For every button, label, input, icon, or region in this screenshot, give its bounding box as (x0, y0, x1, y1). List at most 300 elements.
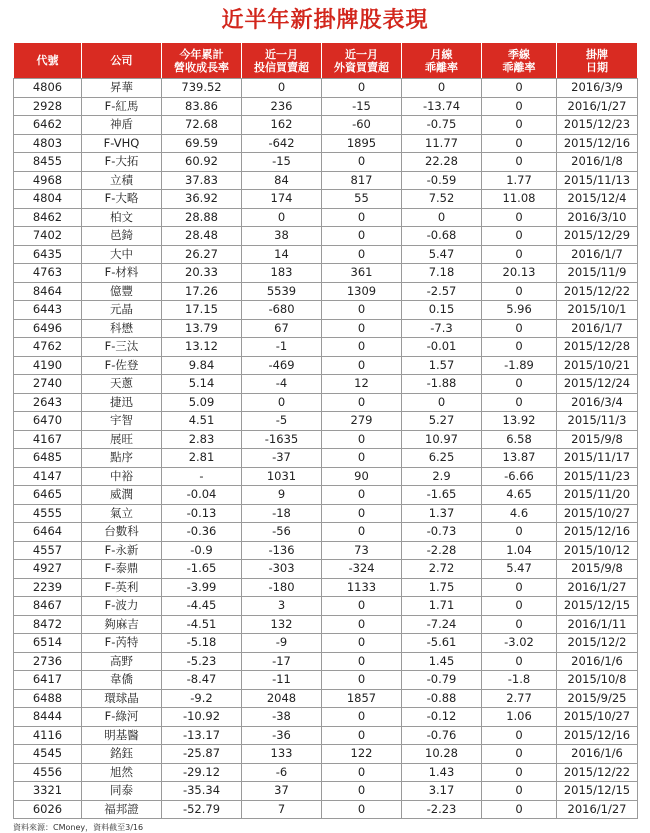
cell-listing-date: 2015/12/22 (557, 282, 638, 301)
cell-quarterly-bias: -3.02 (482, 634, 557, 653)
cell-revenue-growth: -5.23 (162, 652, 242, 671)
cell-code: 4806 (14, 79, 82, 98)
cell-company: 大中 (82, 245, 162, 264)
cell-monthly-bias: -0.12 (402, 708, 482, 727)
cell-company: 昇華 (82, 79, 162, 98)
cell-foreign-net: 0 (322, 301, 402, 320)
table-row (14, 763, 638, 782)
cell-foreign-net: 0 (322, 449, 402, 468)
cell-trust-net: 162 (242, 116, 322, 135)
cell-revenue-growth: 28.48 (162, 227, 242, 246)
cell-trust-net: -6 (242, 763, 322, 782)
cell-quarterly-bias: -1.89 (482, 356, 557, 375)
table-row (14, 97, 638, 116)
cell-company: 元晶 (82, 301, 162, 320)
cell-company: F-三汰 (82, 338, 162, 357)
cell-foreign-net: 0 (322, 708, 402, 727)
cell-quarterly-bias: 4.6 (482, 504, 557, 523)
cell-monthly-bias: 1.45 (402, 652, 482, 671)
cell-company: F-大略 (82, 190, 162, 209)
cell-code: 8472 (14, 615, 82, 634)
cell-monthly-bias: 10.97 (402, 430, 482, 449)
cell-company: 神盾 (82, 116, 162, 135)
cell-code: 6464 (14, 523, 82, 542)
cell-quarterly-bias: 0 (482, 375, 557, 394)
table-row (14, 560, 638, 579)
cell-monthly-bias: 5.47 (402, 245, 482, 264)
cell-revenue-growth: 60.92 (162, 153, 242, 172)
cell-trust-net: 5539 (242, 282, 322, 301)
table-row (14, 375, 638, 394)
cell-code: 7402 (14, 227, 82, 246)
cell-trust-net: 0 (242, 393, 322, 412)
cell-company: 點序 (82, 449, 162, 468)
cell-code: 3321 (14, 782, 82, 801)
cell-code: 4555 (14, 504, 82, 523)
cell-code: 4557 (14, 541, 82, 560)
cell-revenue-growth: 26.27 (162, 245, 242, 264)
cell-monthly-bias: -2.23 (402, 800, 482, 819)
table-row (14, 745, 638, 764)
cell-listing-date: 2016/1/11 (557, 615, 638, 634)
cell-code: 4167 (14, 430, 82, 449)
cell-foreign-net: 0 (322, 523, 402, 542)
cell-revenue-growth: 2.81 (162, 449, 242, 468)
table-row (14, 430, 638, 449)
cell-company: 億豐 (82, 282, 162, 301)
cell-quarterly-bias: 0 (482, 615, 557, 634)
cell-company: 宇智 (82, 412, 162, 431)
cell-listing-date: 2015/12/16 (557, 726, 638, 745)
cell-listing-date: 2015/10/27 (557, 504, 638, 523)
cell-quarterly-bias: 0 (482, 116, 557, 135)
cell-revenue-growth: -0.9 (162, 541, 242, 560)
cell-company: 夠麻吉 (82, 615, 162, 634)
cell-revenue-growth: -13.17 (162, 726, 242, 745)
header-company: 公司 (82, 43, 162, 79)
cell-revenue-growth: 4.51 (162, 412, 242, 431)
table-row (14, 671, 638, 690)
cell-company: F-芮特 (82, 634, 162, 653)
header-foreign: 近一月 外資買賣超 (322, 43, 402, 79)
cell-listing-date: 2015/10/1 (557, 301, 638, 320)
cell-code: 6496 (14, 319, 82, 338)
cell-quarterly-bias: 0 (482, 134, 557, 153)
cell-quarterly-bias: 6.58 (482, 430, 557, 449)
cell-company: 同泰 (82, 782, 162, 801)
cell-quarterly-bias: 0 (482, 153, 557, 172)
cell-code: 4116 (14, 726, 82, 745)
cell-revenue-growth: -1.65 (162, 560, 242, 579)
cell-listing-date: 2015/12/28 (557, 338, 638, 357)
cell-quarterly-bias: 0 (482, 745, 557, 764)
cell-listing-date: 2015/12/15 (557, 597, 638, 616)
cell-foreign-net: -15 (322, 97, 402, 116)
cell-company: F-永新 (82, 541, 162, 560)
cell-trust-net: -36 (242, 726, 322, 745)
cell-monthly-bias: -7.3 (402, 319, 482, 338)
table-row (14, 449, 638, 468)
cell-monthly-bias: -1.65 (402, 486, 482, 505)
cell-monthly-bias: 1.43 (402, 763, 482, 782)
cell-code: 6026 (14, 800, 82, 819)
cell-foreign-net: 0 (322, 763, 402, 782)
cell-trust-net: 133 (242, 745, 322, 764)
cell-quarterly-bias: 0 (482, 208, 557, 227)
cell-quarterly-bias: 1.77 (482, 171, 557, 190)
cell-company: F-波力 (82, 597, 162, 616)
cell-code: 6470 (14, 412, 82, 431)
cell-revenue-growth: -0.36 (162, 523, 242, 542)
cell-foreign-net: 122 (322, 745, 402, 764)
cell-trust-net: -5 (242, 412, 322, 431)
cell-quarterly-bias: 0 (482, 319, 557, 338)
cell-monthly-bias: 0 (402, 393, 482, 412)
cell-foreign-net: 0 (322, 245, 402, 264)
cell-trust-net: -15 (242, 153, 322, 172)
cell-foreign-net: 0 (322, 393, 402, 412)
cell-trust-net: -303 (242, 560, 322, 579)
cell-foreign-net: 0 (322, 597, 402, 616)
cell-quarterly-bias: -6.66 (482, 467, 557, 486)
cell-listing-date: 2015/12/23 (557, 116, 638, 135)
cell-listing-date: 2015/9/8 (557, 560, 638, 579)
table-row (14, 282, 638, 301)
cell-code: 2928 (14, 97, 82, 116)
cell-code: 6465 (14, 486, 82, 505)
table-row (14, 190, 638, 209)
cell-foreign-net: 73 (322, 541, 402, 560)
cell-revenue-growth: 2.83 (162, 430, 242, 449)
cell-monthly-bias: 3.17 (402, 782, 482, 801)
cell-foreign-net: 0 (322, 726, 402, 745)
cell-code: 4763 (14, 264, 82, 283)
cell-quarterly-bias: 0 (482, 393, 557, 412)
cell-listing-date: 2015/11/23 (557, 467, 638, 486)
cell-quarterly-bias: 0 (482, 597, 557, 616)
cell-foreign-net: 0 (322, 652, 402, 671)
cell-monthly-bias: -0.88 (402, 689, 482, 708)
cell-code: 6485 (14, 449, 82, 468)
cell-code: 4147 (14, 467, 82, 486)
cell-monthly-bias: 1.71 (402, 597, 482, 616)
cell-foreign-net: 279 (322, 412, 402, 431)
cell-company: F-泰鼎 (82, 560, 162, 579)
cell-code: 6514 (14, 634, 82, 653)
cell-revenue-growth: 72.68 (162, 116, 242, 135)
cell-code: 4804 (14, 190, 82, 209)
cell-trust-net: 38 (242, 227, 322, 246)
cell-listing-date: 2015/9/25 (557, 689, 638, 708)
cell-revenue-growth: 37.83 (162, 171, 242, 190)
cell-trust-net: -469 (242, 356, 322, 375)
cell-trust-net: 132 (242, 615, 322, 634)
cell-trust-net: 37 (242, 782, 322, 801)
cell-revenue-growth: -25.87 (162, 745, 242, 764)
cell-listing-date: 2015/12/24 (557, 375, 638, 394)
cell-code: 6488 (14, 689, 82, 708)
cell-revenue-growth: 13.12 (162, 338, 242, 357)
cell-foreign-net: 0 (322, 486, 402, 505)
cell-code: 2643 (14, 393, 82, 412)
table-row (14, 116, 638, 135)
cell-foreign-net: 0 (322, 356, 402, 375)
header-growth: 今年累計 營收成長率 (162, 43, 242, 79)
cell-company: 明基醫 (82, 726, 162, 745)
cell-revenue-growth: 5.14 (162, 375, 242, 394)
cell-code: 8444 (14, 708, 82, 727)
cell-company: 福邦證 (82, 800, 162, 819)
cell-trust-net: -18 (242, 504, 322, 523)
table-row (14, 800, 638, 819)
cell-listing-date: 2016/3/4 (557, 393, 638, 412)
cell-company: F-VHQ (82, 134, 162, 153)
cell-revenue-growth: - (162, 467, 242, 486)
cell-listing-date: 2015/11/20 (557, 486, 638, 505)
cell-code: 6417 (14, 671, 82, 690)
cell-trust-net: -642 (242, 134, 322, 153)
cell-code: 4545 (14, 745, 82, 764)
table-row (14, 615, 638, 634)
table-row (14, 486, 638, 505)
table-row (14, 689, 638, 708)
cell-company: F-佐登 (82, 356, 162, 375)
cell-company: 展旺 (82, 430, 162, 449)
cell-listing-date: 2016/1/27 (557, 97, 638, 116)
cell-trust-net: -180 (242, 578, 322, 597)
cell-trust-net: -56 (242, 523, 322, 542)
cell-quarterly-bias: 0 (482, 782, 557, 801)
cell-company: 天蔥 (82, 375, 162, 394)
cell-listing-date: 2015/12/2 (557, 634, 638, 653)
cell-monthly-bias: 0.15 (402, 301, 482, 320)
cell-code: 8467 (14, 597, 82, 616)
cell-monthly-bias: -0.75 (402, 116, 482, 135)
cell-code: 8462 (14, 208, 82, 227)
cell-trust-net: 84 (242, 171, 322, 190)
cell-listing-date: 2016/1/27 (557, 800, 638, 819)
cell-revenue-growth: 17.26 (162, 282, 242, 301)
cell-foreign-net: 0 (322, 615, 402, 634)
cell-monthly-bias: -13.74 (402, 97, 482, 116)
cell-monthly-bias: 10.28 (402, 745, 482, 764)
cell-foreign-net: 1895 (322, 134, 402, 153)
cell-trust-net: -38 (242, 708, 322, 727)
cell-trust-net: 7 (242, 800, 322, 819)
cell-foreign-net: 1309 (322, 282, 402, 301)
cell-monthly-bias: 2.9 (402, 467, 482, 486)
cell-code: 6435 (14, 245, 82, 264)
cell-revenue-growth: -52.79 (162, 800, 242, 819)
cell-quarterly-bias: 1.06 (482, 708, 557, 727)
cell-foreign-net: 0 (322, 671, 402, 690)
cell-company: 氣立 (82, 504, 162, 523)
table-row (14, 319, 638, 338)
header-trust: 近一月 投信買賣超 (242, 43, 322, 79)
cell-quarterly-bias: -1.8 (482, 671, 557, 690)
cell-code: 4927 (14, 560, 82, 579)
cell-trust-net: 2048 (242, 689, 322, 708)
cell-code: 4556 (14, 763, 82, 782)
cell-monthly-bias: -7.24 (402, 615, 482, 634)
cell-trust-net: 67 (242, 319, 322, 338)
header-code: 代號 (14, 43, 82, 79)
cell-foreign-net: 90 (322, 467, 402, 486)
cell-quarterly-bias: 0 (482, 282, 557, 301)
cell-monthly-bias: 1.57 (402, 356, 482, 375)
cell-revenue-growth: 739.52 (162, 79, 242, 98)
cell-monthly-bias: -2.57 (402, 282, 482, 301)
cell-quarterly-bias: 0 (482, 523, 557, 542)
cell-foreign-net: 1133 (322, 578, 402, 597)
cell-revenue-growth: 5.09 (162, 393, 242, 412)
cell-quarterly-bias: 5.96 (482, 301, 557, 320)
cell-quarterly-bias: 0 (482, 763, 557, 782)
cell-company: 威潤 (82, 486, 162, 505)
cell-monthly-bias: 2.72 (402, 560, 482, 579)
table-row (14, 171, 638, 190)
table-row (14, 79, 638, 98)
cell-company: 邑錡 (82, 227, 162, 246)
table-row (14, 356, 638, 375)
cell-listing-date: 2015/12/4 (557, 190, 638, 209)
cell-revenue-growth: 9.84 (162, 356, 242, 375)
cell-foreign-net: 0 (322, 319, 402, 338)
cell-quarterly-bias: 13.87 (482, 449, 557, 468)
cell-revenue-growth: -4.51 (162, 615, 242, 634)
cell-monthly-bias: -1.88 (402, 375, 482, 394)
cell-foreign-net: 0 (322, 153, 402, 172)
cell-company: F-材料 (82, 264, 162, 283)
header-listing-date: 掛牌 日期 (557, 43, 638, 79)
cell-code: 4762 (14, 338, 82, 357)
table-row (14, 227, 638, 246)
table-row (14, 652, 638, 671)
cell-quarterly-bias: 0 (482, 578, 557, 597)
cell-monthly-bias: -0.73 (402, 523, 482, 542)
cell-trust-net: -1635 (242, 430, 322, 449)
cell-listing-date: 2015/11/13 (557, 171, 638, 190)
cell-listing-date: 2016/3/10 (557, 208, 638, 227)
page-title: 近半年新掛牌股表現 (221, 8, 429, 33)
cell-listing-date: 2016/1/7 (557, 245, 638, 264)
cell-quarterly-bias: 0 (482, 726, 557, 745)
cell-revenue-growth: -0.13 (162, 504, 242, 523)
cell-quarterly-bias: 1.04 (482, 541, 557, 560)
cell-foreign-net: -324 (322, 560, 402, 579)
cell-trust-net: 9 (242, 486, 322, 505)
cell-trust-net: 14 (242, 245, 322, 264)
cell-monthly-bias: 5.27 (402, 412, 482, 431)
cell-quarterly-bias: 0 (482, 800, 557, 819)
cell-quarterly-bias: 13.92 (482, 412, 557, 431)
cell-company: 高野 (82, 652, 162, 671)
cell-listing-date: 2015/12/16 (557, 523, 638, 542)
cell-quarterly-bias: 0 (482, 652, 557, 671)
cell-revenue-growth: 36.92 (162, 190, 242, 209)
cell-monthly-bias: 0 (402, 79, 482, 98)
cell-code: 4190 (14, 356, 82, 375)
cell-revenue-growth: -9.2 (162, 689, 242, 708)
cell-revenue-growth: -0.04 (162, 486, 242, 505)
cell-revenue-growth: -8.47 (162, 671, 242, 690)
table-row (14, 726, 638, 745)
cell-monthly-bias: 11.77 (402, 134, 482, 153)
cell-listing-date: 2015/11/3 (557, 412, 638, 431)
cell-monthly-bias: -0.59 (402, 171, 482, 190)
cell-code: 8455 (14, 153, 82, 172)
cell-monthly-bias: 22.28 (402, 153, 482, 172)
cell-code: 2239 (14, 578, 82, 597)
cell-quarterly-bias: 0 (482, 338, 557, 357)
cell-listing-date: 2015/12/22 (557, 763, 638, 782)
cell-revenue-growth: -35.34 (162, 782, 242, 801)
cell-foreign-net: 1857 (322, 689, 402, 708)
cell-foreign-net: 0 (322, 79, 402, 98)
cell-trust-net: -17 (242, 652, 322, 671)
cell-listing-date: 2015/11/17 (557, 449, 638, 468)
table-row (14, 264, 638, 283)
cell-revenue-growth: -10.92 (162, 708, 242, 727)
cell-listing-date: 2016/1/8 (557, 153, 638, 172)
cell-listing-date: 2016/1/7 (557, 319, 638, 338)
table-row (14, 504, 638, 523)
cell-revenue-growth: -4.45 (162, 597, 242, 616)
cell-company: 中裕 (82, 467, 162, 486)
cell-foreign-net: 55 (322, 190, 402, 209)
cell-foreign-net: 361 (322, 264, 402, 283)
cell-listing-date: 2015/10/27 (557, 708, 638, 727)
cell-listing-date: 2015/9/8 (557, 430, 638, 449)
cell-listing-date: 2015/10/12 (557, 541, 638, 560)
cell-quarterly-bias: 0 (482, 245, 557, 264)
cell-quarterly-bias: 0 (482, 97, 557, 116)
cell-monthly-bias: -0.79 (402, 671, 482, 690)
cell-company: 立積 (82, 171, 162, 190)
cell-company: F-綠河 (82, 708, 162, 727)
cell-listing-date: 2016/1/27 (557, 578, 638, 597)
cell-monthly-bias: 1.75 (402, 578, 482, 597)
cell-company: 韋僑 (82, 671, 162, 690)
table-row (14, 708, 638, 727)
cell-foreign-net: 0 (322, 208, 402, 227)
cell-trust-net: -9 (242, 634, 322, 653)
cell-quarterly-bias: 20.13 (482, 264, 557, 283)
cell-listing-date: 2016/3/9 (557, 79, 638, 98)
cell-monthly-bias: 7.52 (402, 190, 482, 209)
cell-revenue-growth: 28.88 (162, 208, 242, 227)
header-quarterly-bias: 季線 乖離率 (482, 43, 557, 79)
cell-revenue-growth: -29.12 (162, 763, 242, 782)
cell-listing-date: 2015/10/21 (557, 356, 638, 375)
cell-trust-net: 3 (242, 597, 322, 616)
cell-monthly-bias: 0 (402, 208, 482, 227)
cell-quarterly-bias: 0 (482, 227, 557, 246)
cell-trust-net: -136 (242, 541, 322, 560)
cell-foreign-net: 817 (322, 171, 402, 190)
cell-monthly-bias: 7.18 (402, 264, 482, 283)
table-row (14, 467, 638, 486)
cell-listing-date: 2015/11/9 (557, 264, 638, 283)
cell-code: 2736 (14, 652, 82, 671)
cell-trust-net: -4 (242, 375, 322, 394)
cell-listing-date: 2015/12/16 (557, 134, 638, 153)
cell-foreign-net: 0 (322, 227, 402, 246)
cell-foreign-net: 0 (322, 634, 402, 653)
cell-company: F-紅馬 (82, 97, 162, 116)
cell-code: 6462 (14, 116, 82, 135)
cell-revenue-growth: 20.33 (162, 264, 242, 283)
